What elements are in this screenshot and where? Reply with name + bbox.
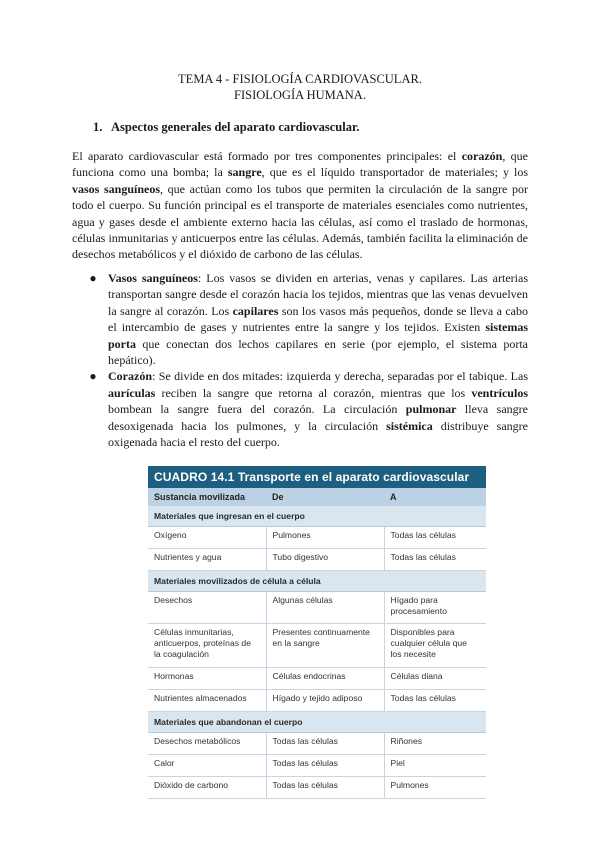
bullet-dot-icon: ● [89, 271, 97, 285]
table-row [148, 624, 486, 668]
table-cell: Todas las células [384, 549, 486, 571]
table-cell: Todas las células [266, 733, 384, 755]
table-cell: Piel [384, 755, 486, 777]
table-cell: Todas las células [384, 690, 486, 712]
bold-term: vasos sanguíneos [72, 181, 161, 196]
document-subtitle: FISIOLOGÍA HUMANA. [234, 88, 366, 102]
bullet-corazon [88, 368, 528, 450]
text-run: reciben la sangre que retorna al corazón, mientras que los [155, 385, 472, 400]
text-run: que conectan dos lechos capilares en serie (por ejemplo, el sistema porta hepático). [108, 336, 528, 368]
document-title: TEMA 4 - FISIOLOGÍA CARDIOVASCULAR. [178, 72, 422, 86]
group-label: Materiales que abandonan el cuerpo [148, 712, 486, 733]
table-cell: Tubo digestivo [266, 549, 384, 571]
figure-title: CUADRO 14.1 Transporte en el aparato cardiovascular [148, 466, 486, 488]
text-run: , que actúan como los tubos que permiten la circulación de la sangre por todo el cuerpo. Su función principal es el transporte de materiales esenciales como nutrientes, agua y gases desde el ambiente externo hacia las células, así como el traslado de hormonas, células inmunitarias y anticuerpos entre las células. Además, también facilita la eliminación de desechos metabólicos y el dióxido de carbono de las células. [72, 181, 528, 262]
table-cell: Algunas células [266, 592, 384, 624]
table-cell: Desechos metabólicos [148, 733, 266, 755]
table-cell: Hígado para procesamiento [384, 592, 486, 624]
table-cell: Todas las células [384, 527, 486, 549]
text-run: : Se divide en dos mitades: izquierda y derecha, separadas por el tabique. Las [152, 369, 528, 384]
column-header: A [384, 488, 486, 506]
text-run: distribuye sangre oxigenada hacia el resto del cuerpo. [108, 418, 528, 450]
text-run: El aparato cardiovascular está formado por tres componentes principales: el [72, 149, 462, 163]
column-header: De [266, 488, 384, 506]
group-label: Materiales que ingresan en el cuerpo [148, 506, 486, 527]
table-cell: Riñones [384, 733, 486, 755]
table-cell: Nutrientes almacenados [148, 690, 266, 712]
table-cell: Dióxido de carbono [148, 777, 266, 799]
table-cell: Presentes continuamente en la sangre [266, 624, 384, 668]
bold-term: sangre [227, 165, 262, 180]
text-run: lleva sangre desoxigenada hacia los pulmones, y la circulación [108, 402, 529, 433]
table-cell: Células inmunitarias, anticuerpos, proteínas de la coagulación [148, 624, 266, 668]
table-cell: Desechos [148, 592, 266, 624]
bold-term: capilares [232, 303, 279, 318]
bold-term: sistemas porta [108, 320, 528, 351]
table-cell: Pulmones [384, 777, 486, 799]
table-row [148, 755, 486, 777]
bold-term: pulmonar [405, 402, 457, 417]
table-cell: Células diana [384, 668, 486, 690]
table-group-row [148, 712, 486, 733]
text-run: son los vasos más pequeños, donde se lleva a cabo el intercambio de gases y nutrientes entre la sangre y los tejidos. Existen [108, 303, 528, 335]
bullet-list [88, 270, 528, 450]
table-group-row [148, 506, 486, 527]
table-row [148, 690, 486, 712]
bold-term: aurículas [108, 385, 156, 400]
table-row [148, 592, 486, 624]
transport-table-figure [148, 466, 486, 799]
group-label: Materiales movilizados de célula a célula [148, 571, 486, 592]
transport-table [148, 488, 486, 799]
intro-paragraph [72, 148, 528, 263]
column-header: Sustancia movilizada [148, 488, 266, 506]
table-row [148, 668, 486, 690]
bullet-lead: Corazón [108, 369, 152, 384]
table-cell: Todas las células [266, 777, 384, 799]
text-run: bombean la sangre fuera del corazón. La circulación [108, 402, 406, 417]
table-row [148, 527, 486, 549]
table-cell: Células endocrinas [266, 668, 384, 690]
section-heading [93, 120, 359, 135]
table-cell: Todas las células [266, 755, 384, 777]
table-group-row [148, 571, 486, 592]
text-run: : Los vasos se dividen en arterias, venas y capilares. Las arterias transportan sangre desde el corazón hacia los tejidos, mientras que las venas devuelven la sangre al corazón. Los [108, 271, 528, 318]
bold-term: corazón [461, 149, 503, 163]
table-row [148, 777, 486, 799]
section-title: Aspectos generales del aparato cardiovascular. [111, 120, 360, 134]
text-run: , que es el líquido transportador de materiales; y los [261, 165, 528, 180]
table-header-row [148, 488, 486, 506]
bullet-dot-icon: ● [89, 369, 97, 384]
section-number: 1. [93, 120, 103, 134]
table-cell: Disponibles para cualquier célula que los necesite [384, 624, 486, 668]
text-run: , que funciona como una bomba; la [72, 149, 529, 180]
table-cell: Pulmones [266, 527, 384, 549]
bold-term: ventrículos [471, 385, 528, 400]
bold-term: sistémica [386, 418, 433, 433]
table-cell: Hormonas [148, 668, 266, 690]
table-cell: Calor [148, 755, 266, 777]
bullet-lead: Vasos sanguíneos [108, 271, 198, 285]
table-cell: Nutrientes y agua [148, 549, 266, 571]
table-cell: Hígado y tejido adiposo [266, 690, 384, 712]
table-cell: Oxígeno [148, 527, 266, 549]
table-row [148, 733, 486, 755]
bullet-vasos [88, 270, 528, 368]
table-row [148, 549, 486, 571]
